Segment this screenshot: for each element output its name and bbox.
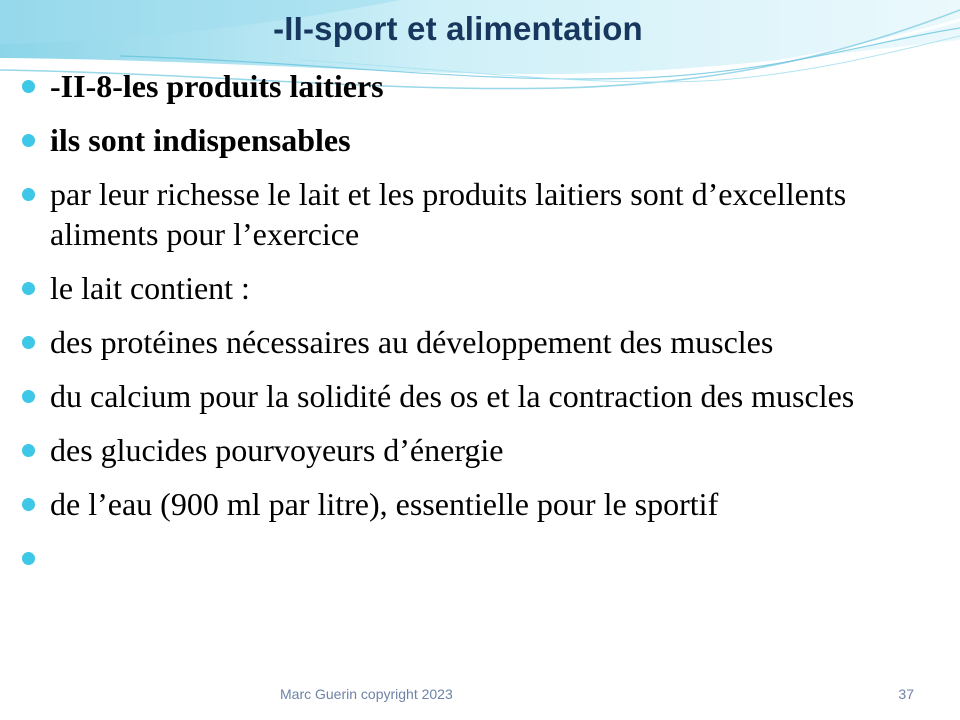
bullet-item — [20, 174, 930, 254]
bullet-text: des glucides pourvoyeurs d’énergie — [50, 432, 504, 468]
bullet-item — [20, 66, 930, 106]
bullet-text: le lait contient : — [50, 270, 250, 306]
bullet-dot-icon — [22, 498, 35, 511]
footer-author: Marc Guerin copyright 2023 — [280, 686, 453, 702]
bullet-item — [20, 430, 930, 470]
bullet-dot-icon — [22, 80, 35, 93]
bullet-item — [20, 484, 930, 524]
slide-title: -II-sport et alimentation — [273, 10, 643, 47]
bullet-text: par leur richesse le lait et les produits laitiers sont d’excellents aliments pour l’exercice — [50, 176, 847, 252]
bullet-dot-icon — [22, 444, 35, 457]
bullet-dot-icon — [22, 282, 35, 295]
bullet-item — [20, 322, 930, 362]
bullet-text: -II-8-les produits laitiers — [50, 68, 384, 104]
bullet-text: ils sont indispensables — [50, 122, 351, 158]
bullet-text: des protéines nécessaires au développement des muscles — [50, 324, 774, 360]
bullet-dot-icon — [22, 188, 35, 201]
bullet-text: de l’eau (900 ml par litre), essentielle pour le sportif — [50, 486, 719, 522]
bullet-dot-icon — [22, 390, 35, 403]
bullet-text: du calcium pour la solidité des os et la contraction des muscles — [50, 378, 855, 414]
bullet-list — [20, 66, 930, 538]
page-number: 37 — [898, 686, 914, 702]
bullet-dot-icon — [22, 552, 35, 565]
bullet-item — [20, 120, 930, 160]
bullet-item — [20, 268, 930, 308]
bullet-dot-icon — [22, 336, 35, 349]
bullet-dot-icon — [22, 134, 35, 147]
bullet-item — [20, 376, 930, 416]
